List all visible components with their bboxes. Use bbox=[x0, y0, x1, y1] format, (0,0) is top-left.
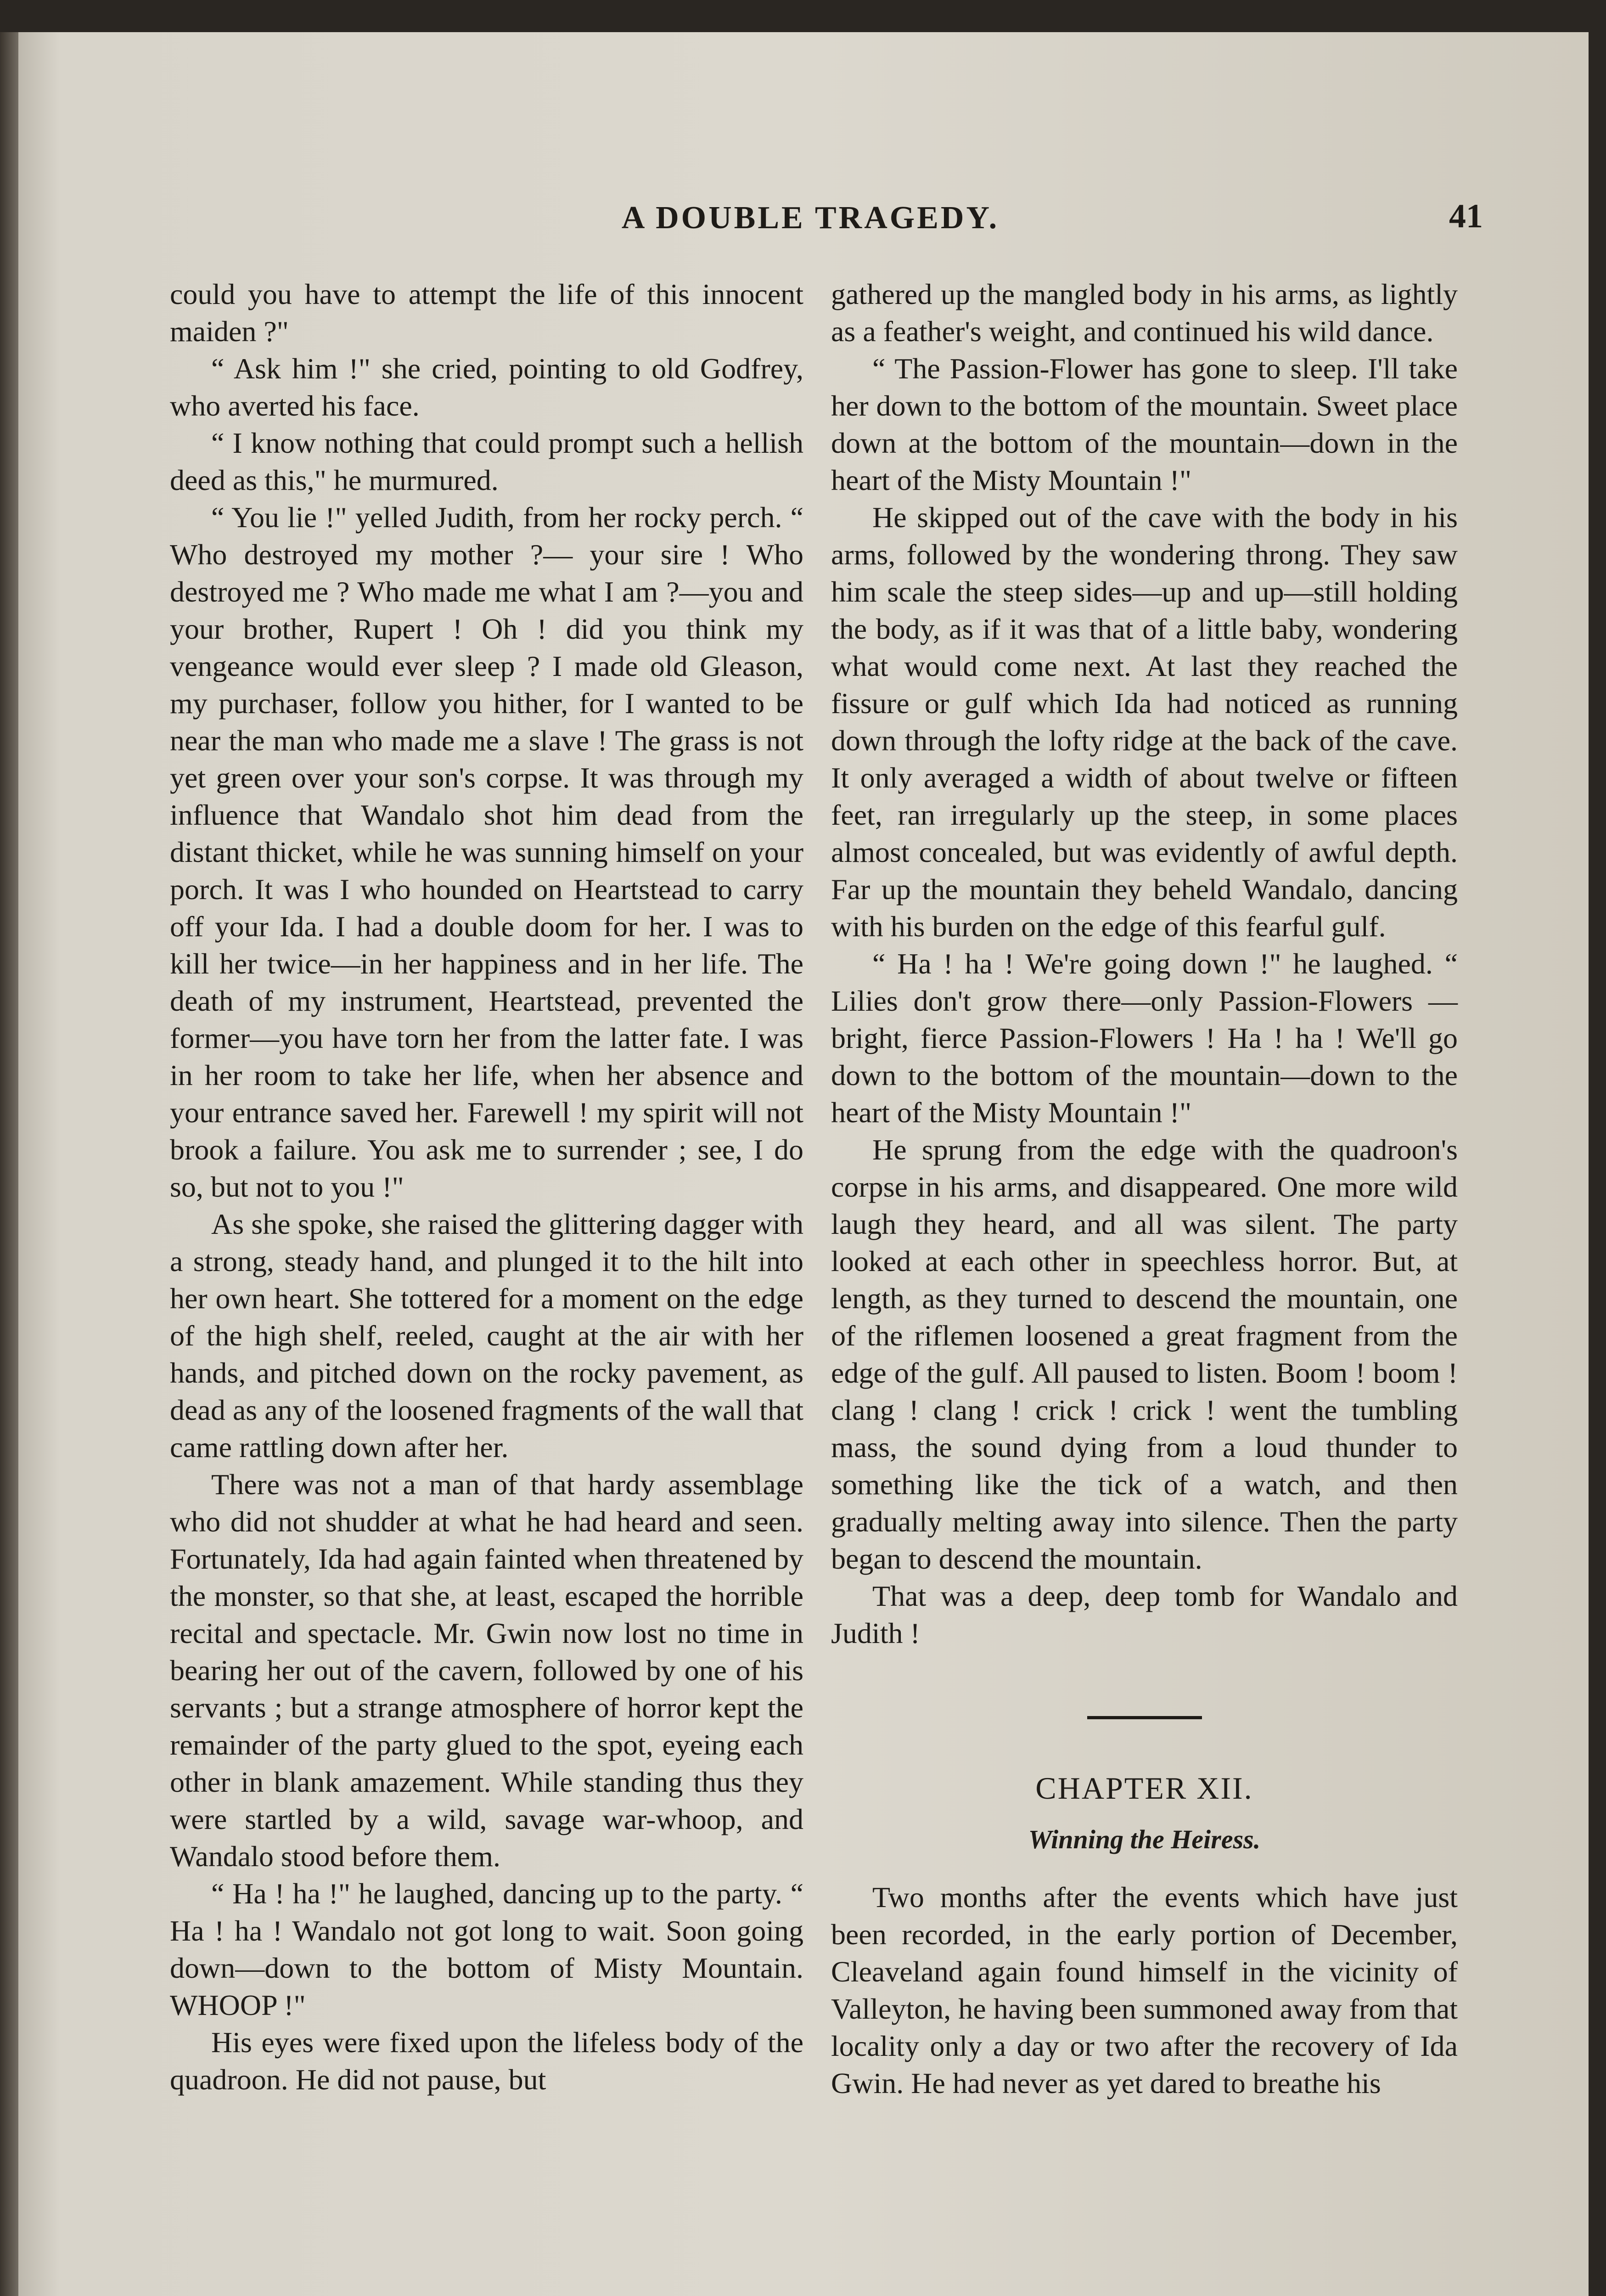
paragraph: could you have to attempt the life of this innocent maiden ?" bbox=[170, 278, 803, 348]
paragraph: “ I know nothing that could prompt such a hellish deed as this," he murmured. bbox=[170, 427, 803, 496]
page-header bbox=[156, 197, 1483, 255]
chapter-subtitle: Winning the Heiress. bbox=[1028, 1824, 1261, 1854]
paragraph: He sprung from the edge with the quadroon's corpse in his arms, and disappeared. One more wild laugh they heard, and all was silent. The party looked at each other in speechless horror. But, at length, as they turned to descend the mountain, one of the riflemen loosened a great fragment from the edge of the gulf. All paused to listen. Boom ! boom ! clang ! clang ! crick ! crick ! went the tumbling mass, the sound dying from a loud thunder to something like the tick of a watch, and then gradually melting away into silence. Then the party began to descend the mountain. bbox=[831, 1133, 1458, 1575]
paragraph: Two months after the events which have just been recorded, in the early portion of December, Cleaveland again found himself in the vicinity of Valleyton, he having been summoned away from that locality only a day or two after the recovery of Ida Gwin. He had never as yet dared to breathe his bbox=[831, 1881, 1458, 2099]
right-column bbox=[831, 276, 1458, 2102]
paragraph: That was a deep, deep tomb for Wandalo and Judith ! bbox=[831, 1580, 1458, 1649]
paragraph: “ You lie !" yelled Judith, from her rocky perch. “ Who destroyed my mother ?— your sire ! Who destroyed me ? Who made me what I am ?—you and your brother, Rupert ! Oh ! did you think my vengeance would ever sleep ? I made old Gleason, my purchaser, follow you hither, for I wanted to be near the man who made me a slave ! The grass is not yet green over your son's corpse. It was through my influence that Wandalo shot him dead from the distant thicket, while he was sunning himself on your porch. It was I who hounded on Heartstead to carry off your Ida. I had a double doom for her. I was to kill her twice—in her happiness and in her life. The death of my instrument, Heartstead, prevented the former—you have torn her from the latter fate. I was in her room to take her life, when her absence and your entrance saved her. Farewell ! my spirit will not brook a failure. You ask me to surrender ; see, I do so, but not to you !" bbox=[170, 501, 803, 1203]
paragraph: He skipped out of the cave with the body in his arms, followed by the wondering throng. They saw him scale the steep sides—up and up—still holding the body, as if it was that of a little baby, wondering what would come next. At last they reached the fissure or gulf which Ida had noticed as running down through the lofty ridge at the back of the cave. It only averaged a width of about twelve or fifteen feet, ran irregularly up the steep, in some places almost concealed, but was evidently of awful depth. Far up the mountain they beheld Wandalo, dancing with his burden on the edge of this fearful gulf. bbox=[831, 501, 1458, 943]
paragraph: “ Ask him !" she cried, pointing to old Godfrey, who averted his face. bbox=[170, 352, 803, 422]
paragraph: “ The Passion-Flower has gone to sleep. I'll take her down to the bottom of the mountain. Sweet place down at the bottom of the mountain—down in the heart of the Misty Mountain !" bbox=[831, 352, 1458, 496]
paragraph: “ Ha ! ha !" he laughed, dancing up to the party. “ Ha ! ha ! Wandalo not got long to wait. Soon going down—down to the bottom of Misty Mountain. WHOOP !" bbox=[170, 1877, 803, 2021]
paragraph: There was not a man of that hardy assemblage who did not shudder at what he had heard and seen. Fortunately, Ida had again fainted when threatened by the monster, so that she, at least, escaped the horrible recital and spectacle. Mr. Gwin now lost no time in bearing her out of the cavern, followed by one of his servants ; but a strange atmosphere of horror kept the remainder of the party glued to the spot, eyeing each other in blank amazement. While standing thus they were startled by a wild, savage war-whoop, and Wandalo stood before them. bbox=[170, 1468, 803, 1873]
paragraph: As she spoke, she raised the glittering dagger with a strong, steady hand, and plunged it to the hilt into her own heart. She tottered for a moment on the edge of the high shelf, reeled, caught at the air with her hands, and pitched down on the rocky pavement, as dead as any of the loosened fragments of the wall that came rattling down after her. bbox=[170, 1208, 803, 1463]
chapter-title: CHAPTER XII. bbox=[1035, 1771, 1253, 1806]
book-page bbox=[18, 32, 1589, 2296]
running-title: A DOUBLE TRAGEDY. bbox=[621, 200, 1000, 236]
paragraph: His eyes were fixed upon the lifeless body of the quadroon. He did not pause, but bbox=[170, 2026, 803, 2096]
paragraph: “ Ha ! ha ! We're going down !" he laughed. “ Lilies don't grow there—only Passion-Flowers — bright, fierce Passion-Flowers ! Ha ! ha ! We'll go down to the bottom of the mountain—down to the heart of the Misty Mountain !" bbox=[831, 947, 1458, 1129]
section-divider bbox=[1087, 1716, 1202, 1719]
page-number: 41 bbox=[1449, 197, 1483, 235]
left-column bbox=[170, 276, 803, 2098]
paragraph: gathered up the mangled body in his arms, as lightly as a feather's weight, and continued his wild dance. bbox=[831, 278, 1458, 348]
